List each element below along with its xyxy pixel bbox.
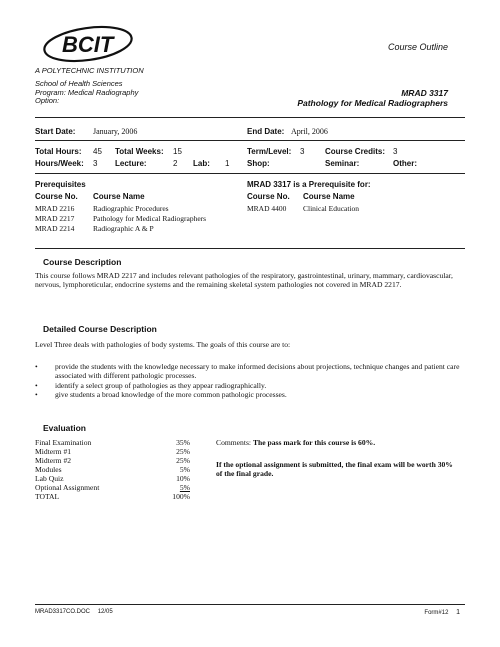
start-date-label: Start Date: [35, 127, 76, 136]
table-row [35, 214, 245, 224]
hours-week-row [35, 159, 475, 171]
prereq-for-header-row [247, 192, 477, 204]
footer-form-number: Form#12 [424, 610, 449, 616]
prereq-name: Radiographic Procedures [93, 204, 169, 213]
course-description-title: Course Description [43, 257, 122, 267]
hours-week-value: 3 [93, 159, 98, 168]
option-label: Option: [35, 96, 60, 105]
school-block [35, 80, 138, 106]
end-date-value: April, 2006 [291, 127, 328, 136]
comments-text: The pass mark for this course is 60%. [252, 438, 376, 447]
table-row: Midterm #2 25% [35, 456, 190, 465]
footer-file [35, 609, 113, 615]
prereq-divider [35, 248, 465, 249]
dates-divider [35, 140, 465, 141]
shop-label: Shop: [247, 159, 270, 168]
seminar-label: Seminar: [325, 159, 360, 168]
hours-divider [35, 173, 465, 174]
list-item: • provide the students with the knowledge necessary to make informed decisions about projections, technique changes and patient care associated with different pathologic processes. [35, 362, 460, 381]
table-row: Midterm #1 25% [35, 447, 190, 456]
evaluation-table [35, 438, 190, 501]
program-name: Program: Medical Radiography [35, 87, 139, 97]
table-row [35, 204, 245, 214]
term-level-value: 3 [300, 147, 305, 156]
course-credits-value: 3 [393, 147, 398, 156]
footer-divider [35, 604, 465, 605]
optional-assignment-note: If the optional assignment is submitted, the final exam will be worth 30% of the final grade. [216, 460, 453, 479]
prerequisite-for-title: MRAD 3317 is a Prerequisite for: [247, 180, 371, 189]
hours-week-label: Hours/Week: [35, 159, 84, 168]
lab-value: 1 [225, 159, 230, 168]
footer-revision: 12/05 [97, 609, 113, 615]
bullet-icon: • [35, 362, 38, 371]
prereq-for-name: Clinical Education [303, 204, 360, 213]
bullet-icon: • [35, 380, 38, 390]
comments-label: Comments: [216, 438, 252, 447]
prereq-for-no: MRAD 4400 [247, 204, 287, 213]
school-name: School of Health Sciences [35, 79, 123, 88]
other-label: Other: [393, 159, 417, 168]
course-heading [297, 88, 448, 108]
lab-label: Lab: [193, 159, 210, 168]
total-weeks-value: 15 [173, 147, 182, 156]
detailed-description-intro: Level Three deals with pathologies of body systems. The goals of this course are to: [35, 340, 291, 349]
lecture-value: 2 [173, 159, 178, 168]
course-description-text: This course follows MRAD 2217 and includes relevant pathologies of the respiratory, gastrointestinal, urinary, mammary, cardiovascular, nervous, lymphoreticular, endocrine systems and the remaining skeletal system pathologies not covered in MRAD 2217. [35, 271, 453, 290]
tagline: A POLYTECHNIC INSTITUTION [35, 66, 144, 75]
start-date-value: January, 2006 [93, 127, 138, 136]
doc-type: Course Outline [387, 42, 448, 52]
header-divider [35, 117, 465, 118]
end-date-label: End Date: [247, 127, 285, 136]
table-row [247, 204, 477, 214]
footer-form [424, 609, 460, 616]
prereq-name: Radiographic A & P [93, 224, 154, 233]
lecture-label: Lecture: [115, 159, 147, 168]
goals-list [35, 362, 470, 400]
table-row: Optional Assignment 5% [35, 483, 190, 492]
prereq-col-name: Course Name [93, 192, 145, 201]
table-row: Final Examination 35% [35, 438, 190, 447]
prerequisites-section [35, 180, 245, 234]
prereq-no: MRAD 2214 [35, 224, 75, 233]
evaluation-title: Evaluation [43, 423, 86, 433]
total-hours-value: 45 [93, 147, 102, 156]
bullet-icon: • [35, 390, 38, 400]
prereq-for-col-no: Course No. [247, 192, 290, 201]
hours-row [35, 147, 475, 159]
table-row: Lab Quiz 10% [35, 474, 190, 483]
prereq-no: MRAD 2217 [35, 214, 75, 223]
course-credits-label: Course Credits: [325, 147, 386, 156]
detailed-description-title: Detailed Course Description [43, 324, 157, 334]
dates-row [35, 127, 475, 139]
list-item: • identify a select group of pathologies as they appear radiographically. [35, 380, 267, 390]
term-level-label: Term/Level: [247, 147, 292, 156]
prereq-header-row [35, 192, 245, 204]
bcit-logo [40, 25, 140, 65]
footer-filename: MRAD3317CO.DOC [35, 609, 91, 615]
prereq-name: Pathology for Medical Radiographers [93, 214, 207, 223]
prerequisites-title: Prerequisites [35, 180, 86, 189]
evaluation-comments [216, 438, 471, 447]
prerequisite-for-section [247, 180, 477, 214]
course-title: Pathology for Medical Radiographers [297, 98, 448, 108]
total-hours-label: Total Hours: [35, 147, 82, 156]
page-number: 1 [456, 609, 460, 616]
table-row [35, 224, 245, 234]
table-row: Modules 5% [35, 465, 190, 474]
prereq-col-no: Course No. [35, 192, 78, 201]
total-weeks-label: Total Weeks: [115, 147, 164, 156]
course-code: MRAD 3317 [401, 88, 448, 98]
logo-text: BCIT [62, 32, 114, 57]
list-item: • give students a broad knowledge of the more common pathologic processes. [35, 390, 287, 400]
prereq-no: MRAD 2216 [35, 204, 75, 213]
prereq-for-col-name: Course Name [303, 192, 355, 201]
total-row: TOTAL 100% [35, 492, 190, 501]
